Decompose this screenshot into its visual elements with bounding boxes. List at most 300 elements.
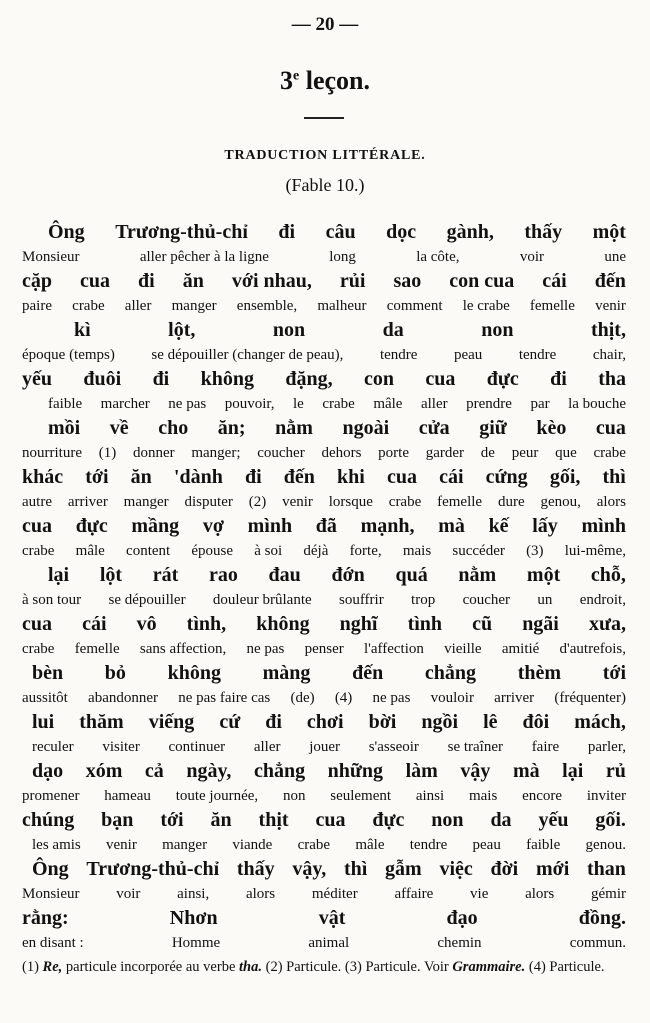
french-gloss: non bbox=[282, 788, 306, 804]
french-gloss: peur bbox=[511, 445, 539, 461]
french-gloss: femelle bbox=[437, 494, 483, 510]
vietnamese-word: kèo bbox=[536, 417, 567, 439]
french-gloss: genou, bbox=[540, 494, 581, 510]
french-gloss: souffrir bbox=[338, 592, 384, 608]
vietnamese-word: cua bbox=[22, 515, 52, 537]
french-gloss: nourriture bbox=[22, 445, 82, 461]
french-gloss: endroit, bbox=[579, 592, 626, 608]
french-gloss: faible bbox=[526, 837, 561, 853]
french-gloss: dehors bbox=[321, 445, 362, 461]
vietnamese-word: cả bbox=[144, 760, 164, 782]
french-gloss: seulement bbox=[330, 788, 392, 804]
french-gloss: amitié bbox=[501, 641, 540, 657]
vietnamese-word: non bbox=[431, 809, 464, 831]
vietnamese-word: kì bbox=[74, 319, 91, 341]
french-gloss-line bbox=[22, 247, 626, 267]
vietnamese-word: đực bbox=[486, 368, 519, 390]
french-gloss: continuer bbox=[168, 739, 226, 755]
french-gloss: douleur brûlante bbox=[212, 592, 312, 608]
french-gloss: méditer bbox=[311, 886, 358, 902]
vietnamese-word: tới bbox=[602, 662, 626, 684]
vietnamese-word: mình bbox=[247, 515, 293, 537]
vietnamese-word: gối, bbox=[549, 466, 581, 488]
footnotes bbox=[22, 957, 626, 977]
french-gloss: inviter bbox=[586, 788, 626, 804]
french-gloss: Monsieur bbox=[22, 886, 80, 902]
vietnamese-word: cứng bbox=[485, 466, 528, 488]
french-gloss: comment bbox=[386, 298, 443, 314]
vietnamese-word: yếu bbox=[538, 809, 569, 831]
vietnamese-word: nằm bbox=[458, 564, 497, 586]
vietnamese-word: ăn bbox=[130, 466, 152, 488]
french-gloss: aller pêcher à la ligne bbox=[139, 249, 269, 265]
french-gloss: lui-même, bbox=[564, 543, 626, 559]
french-gloss: animal bbox=[308, 935, 350, 951]
french-gloss: crabe bbox=[72, 298, 105, 314]
vietnamese-word: ngoài bbox=[342, 417, 390, 439]
vietnamese-word: rát bbox=[152, 564, 179, 586]
french-gloss: ne pas faire cas bbox=[178, 690, 271, 706]
vietnamese-word: vật bbox=[318, 907, 346, 929]
vietnamese-word: thịt, bbox=[590, 319, 626, 341]
vietnamese-word: ăn bbox=[210, 809, 232, 831]
vietnamese-word: bỏ bbox=[104, 662, 126, 684]
lesson-number: 3 bbox=[280, 66, 293, 95]
vietnamese-word: đi bbox=[278, 221, 296, 243]
vietnamese-word: lê bbox=[483, 711, 498, 733]
vietnamese-word: mà bbox=[438, 515, 465, 537]
vietnamese-word: bời bbox=[368, 711, 397, 733]
vietnamese-word: cua bbox=[80, 270, 111, 292]
french-gloss: l'affection bbox=[363, 641, 424, 657]
french-gloss: coucher bbox=[257, 445, 305, 461]
vietnamese-word: đời bbox=[490, 858, 519, 880]
french-gloss: à son tour bbox=[22, 592, 82, 608]
french-gloss: d'autrefois, bbox=[559, 641, 626, 657]
vietnamese-word: đã bbox=[315, 515, 337, 537]
vietnamese-word: một bbox=[526, 564, 561, 586]
vietnamese-word: cặp bbox=[22, 270, 52, 292]
vietnamese-word: vậy, bbox=[292, 858, 327, 880]
french-gloss: arriver bbox=[494, 690, 535, 706]
vietnamese-word: cua bbox=[595, 417, 626, 439]
vietnamese-word: Ông bbox=[32, 858, 69, 880]
french-gloss: crabe bbox=[297, 837, 331, 853]
vietnamese-word: gành, bbox=[446, 221, 494, 243]
vietnamese-word: xưa, bbox=[588, 613, 626, 635]
vietnamese-line bbox=[22, 267, 626, 296]
vietnamese-word: tới bbox=[160, 809, 184, 831]
footnote-text-1: particule incorporée au verbe bbox=[62, 959, 240, 975]
vietnamese-word: không bbox=[200, 368, 254, 390]
vietnamese-word: non bbox=[481, 319, 514, 341]
vietnamese-word: tình bbox=[407, 613, 443, 635]
lesson-word: leçon. bbox=[305, 66, 370, 95]
french-gloss: encore bbox=[522, 788, 563, 804]
french-gloss: vie bbox=[470, 886, 489, 902]
french-gloss: genou. bbox=[585, 837, 626, 853]
vietnamese-word: cũ bbox=[472, 613, 493, 635]
vietnamese-line bbox=[22, 659, 626, 688]
vietnamese-word: lấy bbox=[532, 515, 558, 537]
vietnamese-word: lột, bbox=[168, 319, 196, 341]
french-gloss: manger bbox=[162, 837, 208, 853]
vietnamese-word: thì bbox=[602, 466, 626, 488]
french-gloss: femelle bbox=[74, 641, 120, 657]
vietnamese-word: ngãi bbox=[522, 613, 559, 635]
french-gloss: parler, bbox=[587, 739, 626, 755]
vietnamese-word: đến bbox=[352, 662, 384, 684]
french-gloss: crabe bbox=[322, 396, 355, 412]
french-gloss-line bbox=[22, 835, 626, 855]
french-gloss-line bbox=[22, 443, 626, 463]
vietnamese-line bbox=[22, 610, 626, 639]
french-gloss: chair, bbox=[592, 347, 626, 363]
french-gloss: promener bbox=[22, 788, 80, 804]
footnote-term-re: Re, bbox=[42, 959, 63, 975]
vietnamese-line bbox=[22, 561, 626, 590]
vietnamese-word: cua bbox=[22, 613, 52, 635]
french-gloss: donner bbox=[132, 445, 175, 461]
french-gloss: coucher bbox=[462, 592, 511, 608]
french-gloss: tendre bbox=[518, 347, 557, 363]
french-gloss: une bbox=[604, 249, 626, 265]
vietnamese-word: đi bbox=[152, 368, 170, 390]
vietnamese-word: những bbox=[327, 760, 384, 782]
footnote-term-grammaire: Grammaire. bbox=[452, 959, 526, 975]
vietnamese-word: nằm bbox=[275, 417, 313, 439]
vietnamese-word: lại bbox=[48, 564, 70, 586]
french-gloss: autre bbox=[22, 494, 52, 510]
french-gloss-line bbox=[22, 639, 626, 659]
french-gloss: voir bbox=[519, 249, 544, 265]
french-gloss: sans affection, bbox=[139, 641, 227, 657]
vietnamese-word: con bbox=[364, 368, 394, 390]
french-gloss: abandonner bbox=[88, 690, 159, 706]
french-gloss: manger; bbox=[191, 445, 241, 461]
vietnamese-word: rủ bbox=[605, 760, 626, 782]
vietnamese-line bbox=[22, 708, 626, 737]
vietnamese-word: đớn bbox=[331, 564, 365, 586]
french-gloss: le crabe bbox=[462, 298, 510, 314]
french-gloss: (4) bbox=[334, 690, 353, 706]
vietnamese-word: dạo bbox=[32, 760, 64, 782]
french-gloss: se dépouiller (changer de peau), bbox=[151, 347, 344, 363]
vietnamese-word: yếu bbox=[22, 368, 52, 390]
french-gloss: venir bbox=[106, 837, 137, 853]
french-gloss: peau bbox=[453, 347, 483, 363]
french-gloss: la bouche bbox=[568, 396, 626, 412]
vietnamese-line bbox=[22, 463, 626, 492]
french-gloss: chemin bbox=[437, 935, 482, 951]
french-gloss: arriver bbox=[67, 494, 108, 510]
french-gloss: femelle bbox=[529, 298, 575, 314]
vietnamese-word: cứ bbox=[219, 711, 241, 733]
vietnamese-line bbox=[22, 512, 626, 541]
vietnamese-word: Trương-thủ-chỉ bbox=[86, 858, 220, 880]
vietnamese-word: dọc bbox=[386, 221, 417, 243]
vietnamese-word: Trương-thủ-chỉ bbox=[115, 221, 248, 243]
vietnamese-word: mạnh, bbox=[360, 515, 415, 537]
lesson-ordinal-suffix: e bbox=[293, 68, 300, 84]
french-gloss: alors bbox=[596, 494, 626, 510]
vietnamese-word: mới bbox=[535, 858, 570, 880]
vietnamese-word: cho bbox=[158, 417, 189, 439]
french-gloss: mâle bbox=[355, 837, 385, 853]
french-gloss: (de) bbox=[290, 690, 315, 706]
french-gloss: se dépouiller bbox=[108, 592, 186, 608]
french-gloss: venir bbox=[595, 298, 626, 314]
french-gloss: viande bbox=[232, 837, 273, 853]
vietnamese-word: lột bbox=[99, 564, 123, 586]
vietnamese-line bbox=[22, 855, 626, 884]
french-gloss: à soi bbox=[254, 543, 283, 559]
french-gloss-line bbox=[22, 394, 626, 414]
french-gloss-line bbox=[22, 492, 626, 512]
french-gloss: aller bbox=[253, 739, 281, 755]
vietnamese-word: rao bbox=[208, 564, 238, 586]
french-gloss-line bbox=[22, 590, 626, 610]
vietnamese-word: thấy bbox=[524, 221, 563, 243]
vietnamese-word: cua bbox=[386, 466, 417, 488]
vietnamese-word: đuôi bbox=[83, 368, 122, 390]
vietnamese-word: lui bbox=[32, 711, 55, 733]
vietnamese-word: thèm bbox=[517, 662, 562, 684]
vietnamese-word: viếng bbox=[148, 711, 195, 733]
french-gloss-line bbox=[22, 296, 626, 316]
french-gloss: crabe bbox=[388, 494, 422, 510]
vietnamese-word: đi bbox=[550, 368, 567, 390]
french-gloss: mais bbox=[468, 788, 498, 804]
french-gloss: voir bbox=[116, 886, 141, 902]
french-gloss: (2) bbox=[248, 494, 267, 510]
vietnamese-word: chẳng bbox=[253, 760, 306, 782]
vietnamese-word: than bbox=[586, 858, 626, 880]
french-gloss: content bbox=[126, 543, 171, 559]
vietnamese-word: làm bbox=[405, 760, 438, 782]
french-gloss: crabe bbox=[593, 445, 626, 461]
vietnamese-word: tình, bbox=[186, 613, 227, 635]
french-gloss: que bbox=[555, 445, 577, 461]
page-number: — 20 — bbox=[291, 14, 359, 35]
french-gloss: faible bbox=[48, 396, 83, 412]
vietnamese-word: đến bbox=[283, 466, 315, 488]
vietnamese-word: chúng bbox=[22, 809, 75, 831]
vietnamese-line bbox=[22, 757, 626, 786]
french-gloss: (fréquenter) bbox=[554, 690, 626, 706]
vietnamese-word: gối. bbox=[595, 809, 626, 831]
vietnamese-word: chỗ, bbox=[590, 564, 626, 586]
french-gloss: se traîner bbox=[447, 739, 503, 755]
french-gloss: aller bbox=[420, 396, 448, 412]
french-gloss: ne pas bbox=[246, 641, 285, 657]
vietnamese-word: giữ bbox=[479, 417, 507, 439]
vietnamese-word: đặng, bbox=[285, 368, 333, 390]
french-gloss: long bbox=[329, 249, 356, 265]
vietnamese-word: ngồi bbox=[421, 711, 459, 733]
vietnamese-line bbox=[22, 904, 626, 933]
vietnamese-line bbox=[22, 414, 626, 443]
vietnamese-word: tha bbox=[598, 368, 626, 390]
vietnamese-word: lại bbox=[562, 760, 584, 782]
french-gloss: disputer bbox=[184, 494, 233, 510]
french-gloss-line bbox=[22, 688, 626, 708]
vietnamese-word: mình bbox=[581, 515, 626, 537]
french-gloss: ne pas bbox=[168, 396, 207, 412]
vietnamese-word: cua bbox=[315, 809, 346, 831]
french-gloss: la côte, bbox=[416, 249, 460, 265]
interlinear-text bbox=[22, 218, 626, 953]
french-gloss-line bbox=[22, 884, 626, 904]
french-gloss: jouer bbox=[309, 739, 341, 755]
vietnamese-word: về bbox=[109, 417, 129, 439]
french-gloss: hameau bbox=[104, 788, 151, 804]
french-gloss: toute journée, bbox=[175, 788, 259, 804]
footnote-marker: (1) bbox=[22, 959, 39, 975]
french-gloss: visiter bbox=[102, 739, 140, 755]
french-gloss: gémir bbox=[591, 886, 626, 902]
french-gloss: aussitôt bbox=[22, 690, 68, 706]
french-gloss: trop bbox=[411, 592, 436, 608]
vietnamese-word: đi bbox=[265, 711, 282, 733]
vietnamese-word: cái bbox=[82, 613, 107, 635]
french-gloss: affaire bbox=[394, 886, 434, 902]
vietnamese-word: Nhơn bbox=[169, 907, 218, 929]
french-gloss: commun. bbox=[569, 935, 626, 951]
vietnamese-word: ăn; bbox=[217, 417, 246, 439]
french-gloss: paire bbox=[22, 298, 52, 314]
french-gloss: s'asseoir bbox=[368, 739, 419, 755]
french-gloss: dure bbox=[497, 494, 525, 510]
french-gloss: vieille bbox=[444, 641, 482, 657]
title-divider bbox=[304, 117, 344, 119]
french-gloss: lorsque bbox=[328, 494, 373, 510]
french-gloss: reculer bbox=[32, 739, 74, 755]
vietnamese-line bbox=[22, 806, 626, 835]
vietnamese-word: đến bbox=[594, 270, 626, 292]
vietnamese-word: đồng. bbox=[578, 907, 626, 929]
french-gloss: marcher bbox=[100, 396, 150, 412]
vietnamese-word: sao bbox=[393, 270, 422, 292]
french-gloss: porte bbox=[378, 445, 409, 461]
french-gloss: ensemble, bbox=[236, 298, 298, 314]
vietnamese-word: vô bbox=[136, 613, 157, 635]
vietnamese-line bbox=[22, 218, 626, 247]
vietnamese-word: cái bbox=[542, 270, 567, 292]
vietnamese-word: mồi bbox=[48, 417, 81, 439]
fable-number: (Fable 10.) bbox=[285, 175, 365, 195]
french-gloss: crabe bbox=[22, 641, 55, 657]
french-gloss: manger bbox=[123, 494, 169, 510]
vietnamese-word: bạn bbox=[101, 809, 134, 831]
french-gloss: aller bbox=[124, 298, 152, 314]
vietnamese-word: một bbox=[592, 221, 626, 243]
vietnamese-word: thịt bbox=[258, 809, 289, 831]
vietnamese-word: tới bbox=[85, 466, 109, 488]
french-gloss-line bbox=[22, 737, 626, 757]
vietnamese-word: với nhau, bbox=[231, 270, 312, 292]
french-gloss: épouse bbox=[191, 543, 234, 559]
french-gloss: le bbox=[293, 396, 304, 412]
vietnamese-word: bèn bbox=[32, 662, 64, 684]
french-gloss: ainsi bbox=[415, 788, 445, 804]
vietnamese-word: việc bbox=[439, 858, 473, 880]
vietnamese-word: con cua bbox=[449, 270, 515, 292]
french-gloss: tendre bbox=[379, 347, 418, 363]
section-heading: TRADUCTION LITTÉRALE. bbox=[224, 148, 426, 163]
french-gloss: tendre bbox=[409, 837, 448, 853]
french-gloss: les amis bbox=[32, 837, 81, 853]
vietnamese-word: màng bbox=[262, 662, 311, 684]
lesson-title bbox=[0, 66, 650, 96]
french-gloss: vouloir bbox=[430, 690, 474, 706]
vietnamese-word: rằng: bbox=[22, 907, 69, 929]
vietnamese-word: thấy bbox=[236, 858, 275, 880]
vietnamese-word: khác bbox=[22, 466, 64, 488]
french-gloss: époque (temps) bbox=[22, 347, 115, 363]
vietnamese-word: đực bbox=[372, 809, 405, 831]
french-gloss: succéder bbox=[452, 543, 505, 559]
vietnamese-word: xóm bbox=[85, 760, 123, 782]
french-gloss: ainsi, bbox=[177, 886, 210, 902]
french-gloss: mâle bbox=[373, 396, 403, 412]
french-gloss: malheur bbox=[317, 298, 367, 314]
vietnamese-line bbox=[22, 316, 626, 345]
vietnamese-word: đi bbox=[244, 466, 262, 488]
vietnamese-word: không bbox=[256, 613, 310, 635]
vietnamese-word: nghĩ bbox=[339, 613, 378, 635]
vietnamese-word: ngày, bbox=[186, 760, 232, 782]
vietnamese-word: đi bbox=[138, 270, 155, 292]
french-gloss: Homme bbox=[171, 935, 221, 951]
vietnamese-word: rủi bbox=[339, 270, 366, 292]
french-gloss-line bbox=[22, 786, 626, 806]
french-gloss-line bbox=[22, 541, 626, 561]
footnote-text-3: (4) Particule. bbox=[525, 959, 605, 975]
vietnamese-word: đau bbox=[268, 564, 301, 586]
french-gloss: garder bbox=[425, 445, 465, 461]
french-gloss: Monsieur bbox=[22, 249, 80, 265]
french-gloss: forte, bbox=[349, 543, 382, 559]
vietnamese-word: mách, bbox=[574, 711, 626, 733]
french-gloss-line bbox=[22, 345, 626, 365]
vietnamese-word: chơi bbox=[306, 711, 344, 733]
french-gloss: mâle bbox=[75, 543, 105, 559]
vietnamese-word: câu bbox=[325, 221, 356, 243]
vietnamese-word: da bbox=[490, 809, 512, 831]
french-gloss: (3) bbox=[526, 543, 544, 559]
vietnamese-word: Ông bbox=[48, 221, 85, 243]
french-gloss: peau bbox=[472, 837, 501, 853]
vietnamese-word: kế bbox=[488, 515, 509, 537]
french-gloss: prendre bbox=[466, 396, 512, 412]
french-gloss: ne pas bbox=[372, 690, 411, 706]
vietnamese-word: gẫm bbox=[385, 858, 422, 880]
footnote-text-2: (2) Particule. (3) Particule. Voir bbox=[261, 959, 453, 975]
french-gloss: de bbox=[480, 445, 495, 461]
vietnamese-word: chẳng bbox=[424, 662, 477, 684]
vietnamese-word: ăn bbox=[182, 270, 204, 292]
french-gloss-line bbox=[22, 933, 626, 953]
french-gloss: faire bbox=[531, 739, 560, 755]
footnote-term-tha: tha. bbox=[239, 959, 262, 975]
vietnamese-word: 'dành bbox=[173, 466, 223, 488]
french-gloss: alors bbox=[245, 886, 276, 902]
french-gloss: déjà bbox=[303, 543, 329, 559]
french-gloss: (1) bbox=[98, 445, 117, 461]
french-gloss: penser bbox=[304, 641, 344, 657]
french-gloss: alors bbox=[525, 886, 555, 902]
